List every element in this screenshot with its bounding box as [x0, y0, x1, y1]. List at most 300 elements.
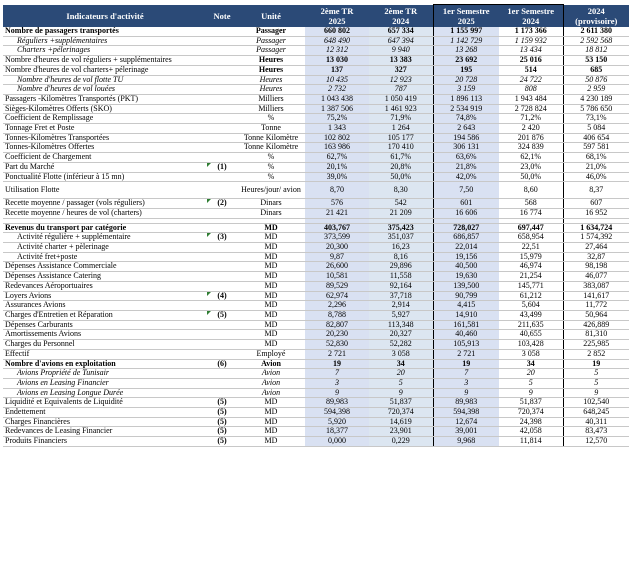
value-q2-2024: 1 461 923	[369, 104, 433, 114]
row-label: Liquidité et Equivalents de Liquidité	[3, 398, 207, 408]
value-h1-2024: 23,0%	[499, 162, 563, 172]
value-year-2024: 27,464	[563, 243, 629, 253]
value-q2-2025: 2 732	[305, 85, 369, 95]
row-label: Recette moyenne / passager (vols réguliers)	[3, 199, 207, 209]
value-q2-2025: 403,767	[305, 223, 369, 233]
row-label: Effectif	[3, 349, 207, 359]
row-note: (5)	[207, 408, 237, 418]
row-label: Nombre d'heures de vol réguliers + supplémentaires	[3, 56, 207, 66]
value-year-2024: 98,198	[563, 262, 629, 272]
row-label: Coefficient de Remplissage	[3, 114, 207, 124]
value-q2-2024: 720,374	[369, 408, 433, 418]
value-q2-2024: 787	[369, 85, 433, 95]
value-year-2024: 5	[563, 369, 629, 379]
row-note	[207, 330, 237, 340]
table-row	[3, 417, 629, 427]
value-q2-2024: 327	[369, 65, 433, 75]
value-year-2024: 102,540	[563, 398, 629, 408]
table-row	[3, 398, 629, 408]
value-q2-2024: 170 410	[369, 143, 433, 153]
value-h1-2024: 71,2%	[499, 114, 563, 124]
value-h1-2024: 25 016	[499, 56, 563, 66]
table-row	[3, 272, 629, 282]
row-unit: Tonne Kilomètre	[237, 143, 305, 153]
row-label: Avions en Leasing Longue Durée	[3, 388, 207, 398]
value-h1-2024: 5,604	[499, 301, 563, 311]
row-note	[207, 114, 237, 124]
value-h1-2024: 324 839	[499, 143, 563, 153]
value-h1-2024: 201 876	[499, 133, 563, 143]
value-q2-2024: 13 383	[369, 56, 433, 66]
table-row	[3, 172, 629, 182]
row-note: (3)	[207, 233, 237, 243]
value-h1-2024: 720,374	[499, 408, 563, 418]
value-q2-2024: 20,8%	[369, 162, 433, 172]
value-q2-2024: 647 394	[369, 36, 433, 46]
value-q2-2025: 594,398	[305, 408, 369, 418]
value-q2-2024: 113,348	[369, 320, 433, 330]
row-label: Passagers -Kilomètres Transportés (PKT)	[3, 94, 207, 104]
value-year-2024: 21,0%	[563, 162, 629, 172]
table-row	[3, 388, 629, 398]
row-unit: Milliers	[237, 94, 305, 104]
row-unit: Heures	[237, 56, 305, 66]
table-row	[3, 223, 629, 233]
row-note	[207, 272, 237, 282]
value-year-2024: 1 634,724	[563, 223, 629, 233]
row-unit: Heures	[237, 65, 305, 75]
value-h1-2025: 42,0%	[433, 172, 499, 182]
value-year-2024: 5	[563, 378, 629, 388]
row-label: Recette moyenne / heures de vol (charters)	[3, 208, 207, 218]
row-unit: Avion	[237, 378, 305, 388]
row-unit: %	[237, 114, 305, 124]
value-q2-2025: 8,788	[305, 310, 369, 320]
value-q2-2024: 29,896	[369, 262, 433, 272]
row-unit: %	[237, 153, 305, 163]
row-unit: Avion	[237, 388, 305, 398]
value-h1-2024: 145,771	[499, 281, 563, 291]
value-q2-2024: 8,30	[369, 182, 433, 199]
value-h1-2024: 34	[499, 359, 563, 369]
row-unit: Heures	[237, 85, 305, 95]
value-q2-2025: 20,230	[305, 330, 369, 340]
value-h1-2024: 1 943 484	[499, 94, 563, 104]
row-label: Ponctualité Flotte (inférieur à 15 mn)	[3, 172, 207, 182]
value-q2-2024: 50,0%	[369, 172, 433, 182]
value-year-2024: 19	[563, 359, 629, 369]
value-year-2024: 2 592 568	[563, 36, 629, 46]
row-unit: MD	[237, 417, 305, 427]
value-h1-2024: 8,60	[499, 182, 563, 199]
header-col-q2-2025: 2ème TR 2025	[305, 5, 369, 28]
value-h1-2025: 16 606	[433, 208, 499, 218]
value-h1-2025: 19,156	[433, 252, 499, 262]
row-unit: Heures	[237, 75, 305, 85]
row-unit: MD	[237, 233, 305, 243]
table-row	[3, 427, 629, 437]
value-year-2024: 2 959	[563, 85, 629, 95]
row-note: (5)	[207, 427, 237, 437]
table-row	[3, 65, 629, 75]
value-year-2024: 383,087	[563, 281, 629, 291]
row-label: Redevances de Leasing Financier	[3, 427, 207, 437]
row-unit: MD	[237, 301, 305, 311]
value-h1-2025: 686,857	[433, 233, 499, 243]
table-row	[3, 437, 629, 447]
row-note	[207, 208, 237, 218]
value-q2-2024: 51,837	[369, 398, 433, 408]
value-year-2024: 225,985	[563, 340, 629, 350]
value-q2-2025: 163 986	[305, 143, 369, 153]
value-h1-2024: 43,499	[499, 310, 563, 320]
value-q2-2024: 34	[369, 359, 433, 369]
row-unit: MD	[237, 243, 305, 253]
value-q2-2024: 542	[369, 199, 433, 209]
value-h1-2025: 1 142 729	[433, 36, 499, 46]
value-q2-2024: 21 209	[369, 208, 433, 218]
value-q2-2024: 375,423	[369, 223, 433, 233]
row-note	[207, 262, 237, 272]
value-q2-2024: 105 177	[369, 133, 433, 143]
row-note	[207, 243, 237, 253]
value-h1-2025: 90,799	[433, 291, 499, 301]
row-label: Dépenses Assistance Commerciale	[3, 262, 207, 272]
row-unit: Avion	[237, 369, 305, 379]
value-q2-2025: 660 802	[305, 27, 369, 36]
value-h1-2024: 5	[499, 378, 563, 388]
value-h1-2025: 19	[433, 359, 499, 369]
row-label: Nombre d'avions en exploitation	[3, 359, 207, 369]
value-h1-2025: 7	[433, 369, 499, 379]
value-h1-2025: 4,415	[433, 301, 499, 311]
value-h1-2025: 12,674	[433, 417, 499, 427]
table-row	[3, 349, 629, 359]
row-note	[207, 172, 237, 182]
value-q2-2025: 21 421	[305, 208, 369, 218]
value-h1-2024: 42,058	[499, 427, 563, 437]
value-q2-2025: 20,1%	[305, 162, 369, 172]
value-h1-2024: 24,398	[499, 417, 563, 427]
value-q2-2024: 52,282	[369, 340, 433, 350]
value-q2-2024: 5,927	[369, 310, 433, 320]
row-note	[207, 281, 237, 291]
value-h1-2025: 2 534 919	[433, 104, 499, 114]
table-row	[3, 369, 629, 379]
value-year-2024: 53 150	[563, 56, 629, 66]
value-q2-2025: 0,000	[305, 437, 369, 447]
value-year-2024: 46,077	[563, 272, 629, 282]
value-q2-2024: 23,901	[369, 427, 433, 437]
row-note: (1)	[207, 162, 237, 172]
row-label: Redevances Aéroportuaires	[3, 281, 207, 291]
value-h1-2024: 46,974	[499, 262, 563, 272]
header-unit: Unité	[237, 5, 305, 28]
value-h1-2025: 2 643	[433, 124, 499, 134]
row-label: Loyers Avions	[3, 291, 207, 301]
value-q2-2025: 2 721	[305, 349, 369, 359]
row-unit: MD	[237, 310, 305, 320]
table-row	[3, 243, 629, 253]
value-h1-2025: 306 131	[433, 143, 499, 153]
value-year-2024: 9	[563, 388, 629, 398]
row-label: Nombre de passagers transportés	[3, 27, 207, 36]
value-q2-2025: 9	[305, 388, 369, 398]
value-h1-2024: 103,428	[499, 340, 563, 350]
table-row	[3, 310, 629, 320]
row-unit: MD	[237, 223, 305, 233]
value-q2-2025: 2,296	[305, 301, 369, 311]
row-label: Dépenses Assistance Catering	[3, 272, 207, 282]
table-row	[3, 27, 629, 36]
row-note: (5)	[207, 417, 237, 427]
value-year-2024: 2 852	[563, 349, 629, 359]
header-indicator: Indicateurs d'activité	[3, 5, 207, 28]
table-row	[3, 301, 629, 311]
row-label: Avions Propriété de Tunisair	[3, 369, 207, 379]
value-h1-2024: 2 420	[499, 124, 563, 134]
value-q2-2025: 10 435	[305, 75, 369, 85]
value-year-2024: 83,473	[563, 427, 629, 437]
row-unit: MD	[237, 437, 305, 447]
value-year-2024: 12,570	[563, 437, 629, 447]
row-unit: Avion	[237, 359, 305, 369]
value-h1-2024: 50,0%	[499, 172, 563, 182]
row-label: Tonnes-Kilomètres Offertes	[3, 143, 207, 153]
table-header-row	[3, 5, 629, 28]
value-q2-2024: 92,164	[369, 281, 433, 291]
row-note	[207, 378, 237, 388]
value-q2-2024: 1 264	[369, 124, 433, 134]
row-unit: MD	[237, 252, 305, 262]
table-row	[3, 252, 629, 262]
value-h1-2024: 51,837	[499, 398, 563, 408]
row-note	[207, 252, 237, 262]
table-row	[3, 133, 629, 143]
value-h1-2025: 1 896 113	[433, 94, 499, 104]
row-unit: MD	[237, 408, 305, 418]
value-h1-2024: 22,51	[499, 243, 563, 253]
value-q2-2025: 19	[305, 359, 369, 369]
value-h1-2024: 568	[499, 199, 563, 209]
row-label: Nombre d'heures de vol charters+ pélerinage	[3, 65, 207, 75]
row-label: Charges Financières	[3, 417, 207, 427]
table-row	[3, 378, 629, 388]
value-year-2024: 81,310	[563, 330, 629, 340]
row-label: Amortissements Avions	[3, 330, 207, 340]
value-q2-2025: 8,70	[305, 182, 369, 199]
value-year-2024: 648,245	[563, 408, 629, 418]
row-label: Activité fret+poste	[3, 252, 207, 262]
row-label: Part du Marché	[3, 162, 207, 172]
value-q2-2024: 20,327	[369, 330, 433, 340]
value-q2-2025: 12 312	[305, 46, 369, 56]
value-q2-2025: 75,2%	[305, 114, 369, 124]
value-year-2024: 46,0%	[563, 172, 629, 182]
table-row	[3, 114, 629, 124]
table-row	[3, 143, 629, 153]
value-q2-2024: 61,7%	[369, 153, 433, 163]
table-row	[3, 104, 629, 114]
row-note	[207, 65, 237, 75]
value-q2-2024: 20	[369, 369, 433, 379]
table-row	[3, 46, 629, 56]
value-h1-2025: 3	[433, 378, 499, 388]
value-h1-2025: 2 721	[433, 349, 499, 359]
row-unit: MD	[237, 262, 305, 272]
table-row	[3, 199, 629, 209]
row-note	[207, 369, 237, 379]
value-h1-2024: 2 728 824	[499, 104, 563, 114]
value-q2-2025: 18,377	[305, 427, 369, 437]
value-year-2024: 16 952	[563, 208, 629, 218]
value-year-2024: 4 230 189	[563, 94, 629, 104]
value-year-2024: 406 654	[563, 133, 629, 143]
row-unit: Dinars	[237, 199, 305, 209]
value-h1-2025: 19,630	[433, 272, 499, 282]
value-q2-2025: 26,600	[305, 262, 369, 272]
value-h1-2024: 1 159 932	[499, 36, 563, 46]
value-h1-2025: 7,50	[433, 182, 499, 199]
value-h1-2024: 211,635	[499, 320, 563, 330]
value-q2-2025: 52,830	[305, 340, 369, 350]
row-label: Revenus du transport par catégorie	[3, 223, 207, 233]
value-h1-2025: 3 159	[433, 85, 499, 95]
value-h1-2024: 697,447	[499, 223, 563, 233]
value-h1-2025: 1 155 997	[433, 27, 499, 36]
row-note	[207, 36, 237, 46]
value-year-2024: 11,772	[563, 301, 629, 311]
row-note: (5)	[207, 398, 237, 408]
row-label: Charges du Personnel	[3, 340, 207, 350]
value-q2-2024: 71,9%	[369, 114, 433, 124]
value-q2-2025: 10,581	[305, 272, 369, 282]
value-q2-2024: 37,718	[369, 291, 433, 301]
value-year-2024: 40,311	[563, 417, 629, 427]
row-note	[207, 320, 237, 330]
value-h1-2024: 13 434	[499, 46, 563, 56]
value-h1-2024: 3 058	[499, 349, 563, 359]
value-q2-2024: 9 940	[369, 46, 433, 56]
value-q2-2024: 14,619	[369, 417, 433, 427]
row-label: Nombre d'heures de vol louées	[3, 85, 207, 95]
value-h1-2024: 20	[499, 369, 563, 379]
value-q2-2024: 9	[369, 388, 433, 398]
row-note: (4)	[207, 291, 237, 301]
value-h1-2025: 40,460	[433, 330, 499, 340]
value-h1-2025: 63,6%	[433, 153, 499, 163]
row-note: (5)	[207, 310, 237, 320]
row-label: Utilisation Flotte	[3, 182, 207, 199]
value-q2-2025: 1 043 438	[305, 94, 369, 104]
value-h1-2024: 1 173 366	[499, 27, 563, 36]
table-row	[3, 124, 629, 134]
row-label: Endettement	[3, 408, 207, 418]
row-unit: %	[237, 162, 305, 172]
value-h1-2025: 195	[433, 65, 499, 75]
row-label: Activité régulière + supplémentaire	[3, 233, 207, 243]
activity-indicators-table	[3, 4, 629, 447]
value-q2-2025: 39,0%	[305, 172, 369, 182]
value-q2-2025: 373,599	[305, 233, 369, 243]
value-h1-2024: 658,954	[499, 233, 563, 243]
row-note	[207, 340, 237, 350]
value-q2-2025: 13 030	[305, 56, 369, 66]
row-note: (6)	[207, 359, 237, 369]
value-h1-2025: 9	[433, 388, 499, 398]
value-year-2024: 141,617	[563, 291, 629, 301]
row-label: Sièges-Kilomètres Offerts (SKO)	[3, 104, 207, 114]
value-q2-2024: 5	[369, 378, 433, 388]
row-note: (5)	[207, 437, 237, 447]
table-row	[3, 162, 629, 172]
value-q2-2025: 648 490	[305, 36, 369, 46]
value-h1-2024: 514	[499, 65, 563, 75]
table-body	[3, 27, 629, 446]
table-row	[3, 208, 629, 218]
row-unit: %	[237, 172, 305, 182]
value-q2-2024: 12 923	[369, 75, 433, 85]
row-label: Dépenses Carburants	[3, 320, 207, 330]
row-unit: MD	[237, 427, 305, 437]
row-unit: Passager	[237, 36, 305, 46]
value-year-2024: 426,889	[563, 320, 629, 330]
row-label: Tonnage Fret et Poste	[3, 124, 207, 134]
value-h1-2025: 728,027	[433, 223, 499, 233]
value-year-2024: 607	[563, 199, 629, 209]
table-row	[3, 359, 629, 369]
value-h1-2024: 62,1%	[499, 153, 563, 163]
value-h1-2025: 601	[433, 199, 499, 209]
row-unit: Tonne	[237, 124, 305, 134]
row-note	[207, 388, 237, 398]
table-row	[3, 56, 629, 66]
table-row	[3, 153, 629, 163]
value-h1-2025: 9,968	[433, 437, 499, 447]
value-year-2024: 1 574,392	[563, 233, 629, 243]
row-note	[207, 124, 237, 134]
value-q2-2025: 9,87	[305, 252, 369, 262]
row-label: Avions en Leasing Financier	[3, 378, 207, 388]
row-unit: MD	[237, 398, 305, 408]
row-unit: MD	[237, 272, 305, 282]
value-h1-2024: 9	[499, 388, 563, 398]
row-label: Produits Financiers	[3, 437, 207, 447]
row-label: Nombre d'heures de vol flotte TU	[3, 75, 207, 85]
header-col-q2-2024: 2ème TR 2024	[369, 5, 433, 28]
value-year-2024: 50,964	[563, 310, 629, 320]
row-note	[207, 349, 237, 359]
value-q2-2025: 576	[305, 199, 369, 209]
value-h1-2024: 40,655	[499, 330, 563, 340]
header-col-h1-2024: 1er Semestre 2024	[499, 5, 563, 28]
row-label: Charters +pélerinages	[3, 46, 207, 56]
value-q2-2024: 657 334	[369, 27, 433, 36]
row-unit: Employé	[237, 349, 305, 359]
value-q2-2025: 7	[305, 369, 369, 379]
row-note	[207, 153, 237, 163]
value-q2-2024: 351,037	[369, 233, 433, 243]
header-note: Note	[207, 5, 237, 28]
value-q2-2024: 8,16	[369, 252, 433, 262]
value-q2-2025: 1 343	[305, 124, 369, 134]
value-year-2024: 32,87	[563, 252, 629, 262]
row-label: Réguliers +supplémentaires	[3, 36, 207, 46]
value-h1-2025: 74,8%	[433, 114, 499, 124]
header-col-2024: 2024 (provisoire)	[563, 5, 629, 28]
row-unit: Heures/jour/ avion	[237, 182, 305, 199]
row-unit: MD	[237, 330, 305, 340]
